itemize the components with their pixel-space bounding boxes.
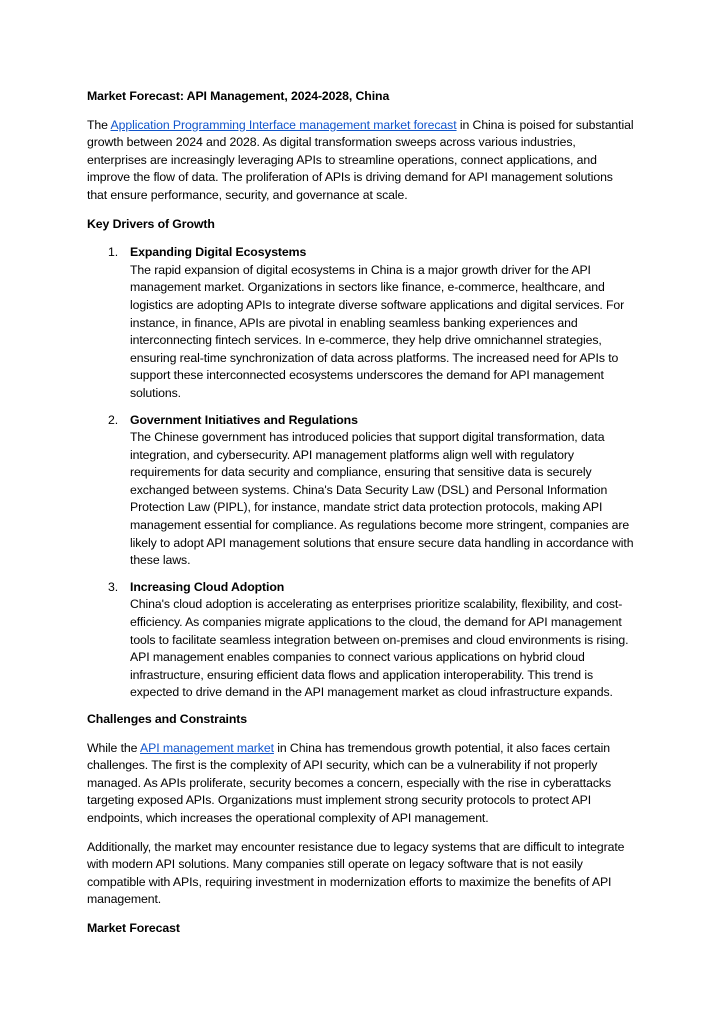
driver-number: 1. (108, 245, 119, 260)
driver-text: The rapid expansion of digital ecosystems in China is a major growth driver for the API management market. Organizations in sectors like finance, e-commerce, healthcare, and logistics are adopting APIs to integrate diverse software applications and digital services. For instance, in finance, APIs are pivotal in enabling seamless banking experiences and interconnecting fintech services. In e-commerce, they help drive omnichannel strategies, ensuring real-time synchronization of data across platforms. The increased need for APIs to support these interconnected ecosystems underscores the demand for API management solutions. (130, 262, 625, 400)
driver-number: 3. (108, 579, 119, 594)
challenges-heading: Challenges and Constraints (87, 712, 248, 726)
drivers-heading: Key Drivers of Growth (87, 216, 215, 231)
challenges-paragraph-2: Additionally, the market may encounter resistance due to legacy systems that are difficult to integrate with modern API solutions. Many companies still operate on legacy software that is not easily compatible with APIs, requiring investment in modernization efforts to maximize the benefits of API management. (87, 839, 625, 907)
document-title: Market Forecast: API Management, 2024-2028, China (87, 89, 390, 103)
driver-title: Expanding Digital Ecosystems (130, 245, 307, 260)
driver-text: The Chinese government has introduced policies that support digital transformation, data integration, and cybersecurity. API management platforms align well with regulatory requirements for data security and compliance, ensuring that sensitive data is securely exchanged between systems. China's Data Security Law (DSL) and Personal Information Protection Law (PIPL), for instance, mandate strict data protection protocols, making API management essential for compliance. As regulations become more stringent, companies are likely to adopt API management solutions that ensure secure data handling in accordance with these laws. (130, 430, 634, 568)
challenges-paragraph-1 (87, 740, 635, 828)
driver-item (87, 244, 635, 402)
challenges-suffix: in China has tremendous growth potential, it also faces certain challenges. The first is the complexity of API security, which can be a vulnerability if not properly managed. As APIs proliferate, security becomes a concern, especially with the rise in cyberattacks targeting exposed APIs. Organizations must implement strong security protocols to protect API endpoints, which increases the operational complexity of API management. (87, 740, 612, 825)
api-management-market-link[interactable]: API management market (140, 740, 274, 755)
driver-title: Government Initiatives and Regulations (130, 412, 358, 427)
driver-number: 2. (108, 412, 119, 427)
driver-item (87, 412, 635, 570)
driver-title: Increasing Cloud Adoption (130, 579, 285, 594)
driver-text: China's cloud adoption is accelerating as enterprises prioritize scalability, flexibility, and cost-efficiency. As companies migrate applications to the cloud, the demand for API management tools to facilitate seamless integration between on-premises and cloud environments is rising. API management enables companies to connect various applications on hybrid cloud infrastructure, ensuring efficient data flows and application interoperability. This trend is expected to drive demand in the API management market as cloud infrastructure expands. (130, 597, 629, 700)
driver-item (87, 579, 635, 702)
drivers-list (87, 244, 635, 702)
intro-prefix: The (87, 117, 111, 132)
document-body (87, 88, 635, 938)
intro-paragraph (87, 117, 635, 205)
challenges-prefix: While the (87, 740, 140, 755)
intro-suffix: in China is poised for substantial growth between 2024 and 2028. As digital transformation sweeps across various industries, enterprises are increasingly leveraging APIs to streamline operations, connect applications, and improve the flow of data. The proliferation of APIs is driving demand for API management solutions that ensure performance, security, and governance at scale. (87, 117, 634, 202)
forecast-heading: Market Forecast (87, 920, 180, 935)
market-forecast-link[interactable]: Application Programming Interface management market forecast (110, 117, 457, 132)
